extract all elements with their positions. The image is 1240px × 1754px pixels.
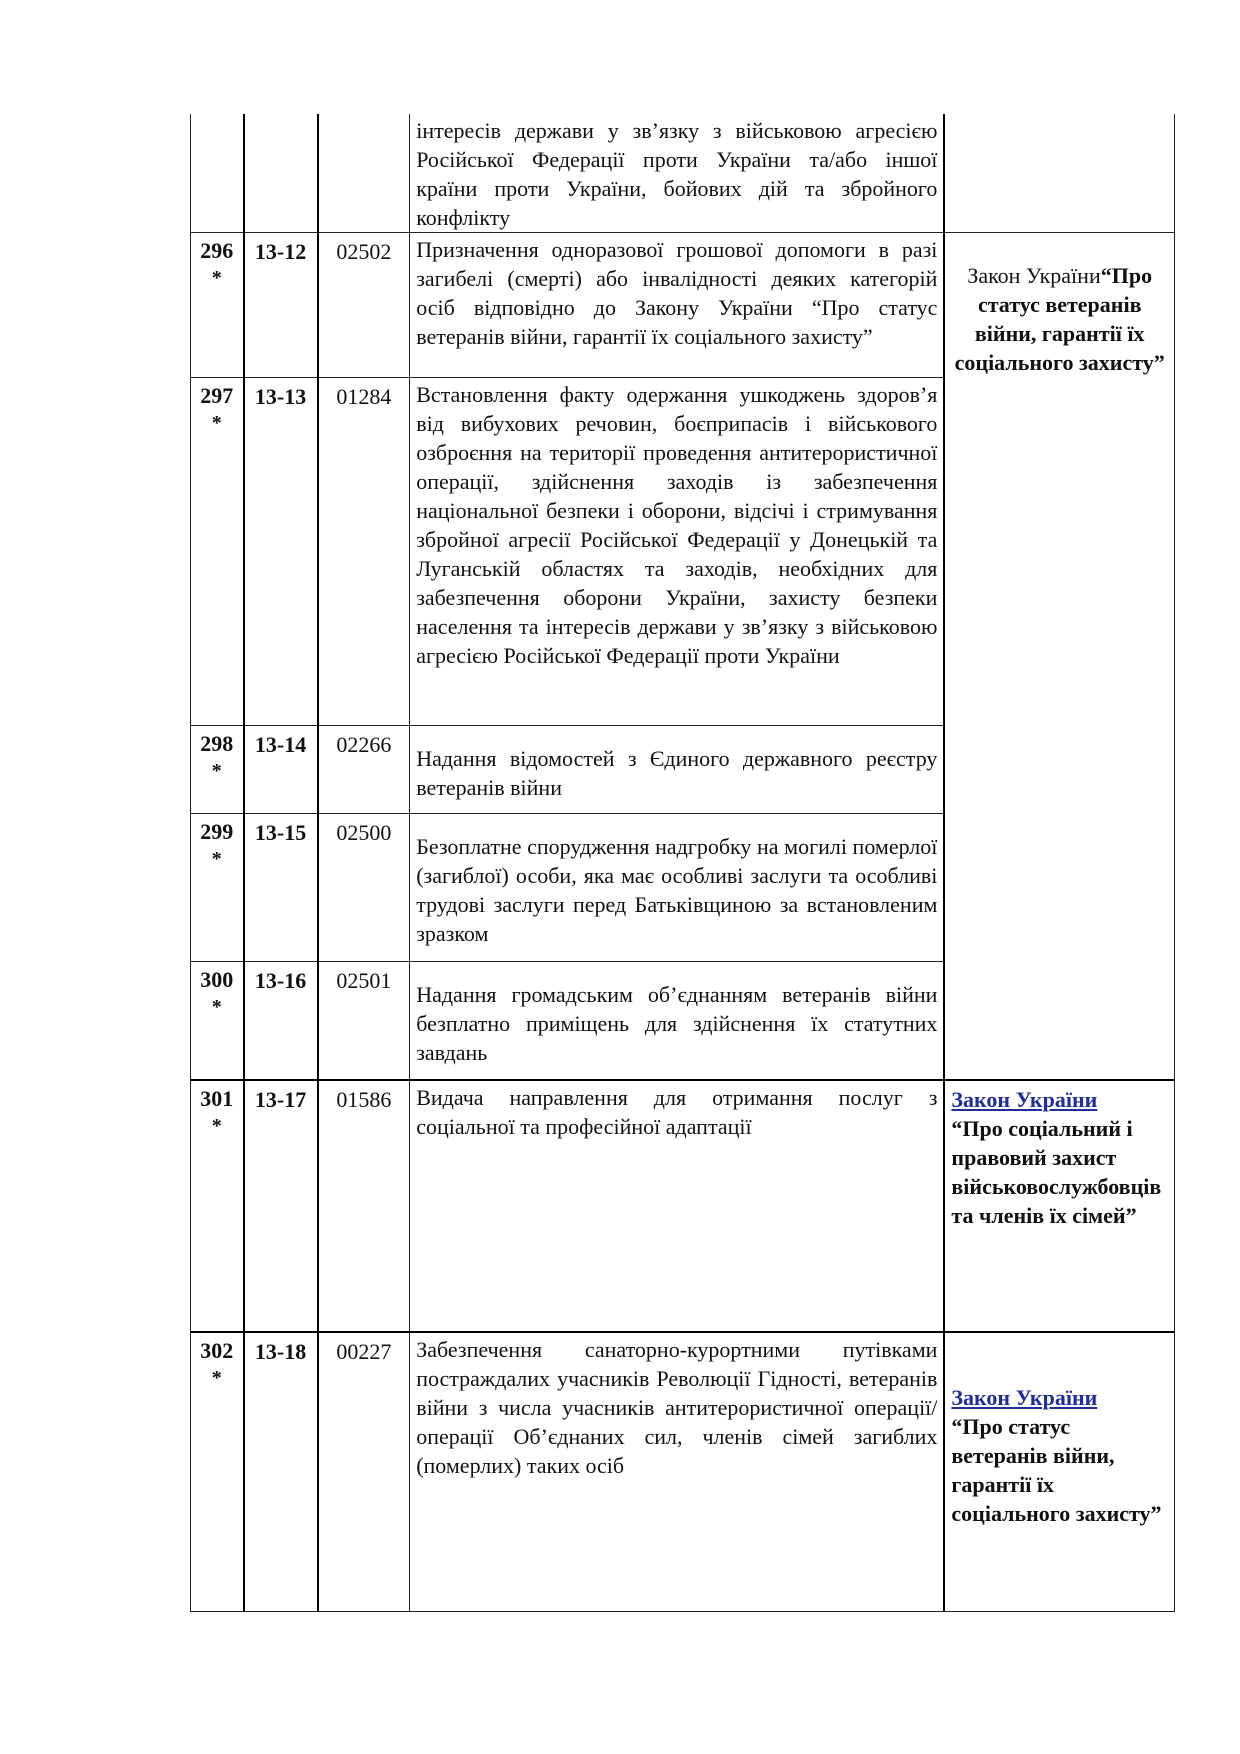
law-link[interactable]: Закон України (951, 1384, 1098, 1410)
table-row (191, 233, 1175, 378)
row-code-cell (244, 378, 318, 726)
row-star-mark: * (211, 412, 222, 434)
row-code-cell (244, 726, 318, 814)
row-number: 301 (200, 1085, 234, 1111)
row-number: 298 (200, 731, 234, 756)
row-number-cell (191, 233, 244, 378)
row-id-cell (318, 233, 410, 378)
row-star-mark: * (211, 1114, 222, 1137)
row-id-cell (318, 962, 410, 1080)
service-text: Забезпечення санаторно-курортними путівками постраждалих учасників Революції Гідності, ветеранів війни з числа учасників антитерористичної операції/операції Об’єднаних сил, членів сімей загиблих (померлих) таких осіб (416, 1336, 938, 1478)
service-text: Видача направлення для отримання послуг з соціальної та професійної адаптації (416, 1084, 938, 1139)
service-cell (410, 114, 945, 233)
row-id: 00227 (336, 1338, 392, 1364)
row-code: 13-13 (254, 384, 307, 409)
row-id: 02501 (336, 968, 392, 993)
row-number: 299 (200, 819, 234, 844)
service-text: Призначення одноразової грошової допомоги в разі загибелі (смерті) або інвалідності деяких категорій осіб відповідно до Закону України “Про статус ветеранів війни, гарантії їх соціального захисту” (416, 237, 938, 349)
table-row (191, 114, 1175, 233)
row-id: 02266 (336, 732, 392, 757)
row-id-cell (318, 726, 410, 814)
row-star-mark: * (211, 848, 222, 870)
law-prefix: Закон України (967, 263, 1101, 288)
row-star-mark: * (211, 996, 222, 1018)
row-code-cell (244, 962, 318, 1080)
row-id: 02502 (336, 239, 392, 264)
service-cell (410, 1080, 945, 1332)
row-code: 13-18 (254, 1338, 307, 1364)
row-code: 13-12 (254, 239, 307, 264)
service-text: інтересів держави у зв’язку з військовою агресією Російської Федерації проти України та/або іншої країни проти України, бойових дій та збройного конфлікту (416, 118, 938, 230)
row-number-cell (191, 1080, 244, 1332)
row-star-mark: * (211, 267, 222, 289)
row-code-cell (244, 814, 318, 962)
row-star-mark: * (211, 760, 222, 782)
row-id: 01284 (336, 384, 392, 409)
law-title: “Про соціальний і правовий захист військовослужбовців та членів їх сімей” (951, 1115, 1162, 1228)
row-code-cell (244, 233, 318, 378)
table-row (191, 1332, 1175, 1612)
law-reference (951, 1333, 1168, 1528)
law-reference (951, 233, 1168, 377)
service-text: Безоплатне спорудження надгробку на могилі померлої (загиблої) особи, яка має особливі заслуги та особливі трудові заслуги перед Батьківщиною за встановленим зразком (416, 834, 938, 946)
law-cell-veterans-2 (944, 1332, 1174, 1612)
row-id-cell (318, 114, 410, 233)
law-title: “Про статус ветеранів війни, гарантії їх соціального захисту” (951, 1413, 1162, 1526)
service-cell (410, 726, 945, 814)
law-link[interactable]: Закон України (951, 1086, 1098, 1112)
services-table (190, 114, 1175, 1612)
row-number: 296 (200, 238, 234, 263)
table-row (191, 1080, 1175, 1332)
row-id-cell (318, 378, 410, 726)
row-number: 302 (200, 1337, 234, 1363)
row-code-cell (244, 1332, 318, 1612)
law-title: “Про статус ветеранів війни, гарантії їх соціального захисту” (954, 263, 1165, 375)
row-id-cell (318, 814, 410, 962)
row-id: 01586 (336, 1086, 392, 1112)
service-text: Надання відомостей з Єдиного державного реєстру ветеранів війни (416, 746, 938, 800)
service-cell (410, 814, 945, 962)
row-id: 02500 (336, 820, 392, 845)
service-cell (410, 962, 945, 1080)
row-code: 13-16 (254, 968, 307, 993)
service-cell (410, 378, 945, 726)
law-cell-military (944, 1080, 1174, 1332)
row-number-cell (191, 726, 244, 814)
row-code-cell (244, 1080, 318, 1332)
row-number-cell (191, 814, 244, 962)
service-cell (410, 1332, 945, 1612)
law-reference (951, 1081, 1168, 1230)
row-star-mark: * (211, 1366, 222, 1389)
row-code: 13-17 (254, 1086, 307, 1112)
row-id-cell (318, 1332, 410, 1612)
service-cell (410, 233, 945, 378)
row-number: 300 (200, 967, 234, 992)
row-number-cell (191, 962, 244, 1080)
row-number: 297 (200, 383, 234, 408)
row-code: 13-14 (254, 732, 307, 757)
row-number-cell (191, 378, 244, 726)
row-number-cell (191, 114, 244, 233)
law-cell-veterans (944, 233, 1174, 1080)
row-number-cell (191, 1332, 244, 1612)
service-text: Надання громадським об’єднанням ветеранів війни безплатно приміщень для здійснення їх статутних завдань (416, 982, 938, 1065)
row-code-cell (244, 114, 318, 233)
law-cell (944, 114, 1174, 233)
service-text: Встановлення факту одержання ушкоджень здоров’я від вибухових речовин, боєприпасів і військового озброєння на території проведення антитерористичної операції, здійснення заходів із забезпечення національної безпеки і оборони, відсічі і стримування збройної агресії Російської Федерації у Донецькій та Луганській областях та заходів, необхідних для забезпечення оборони України, захисту безпеки населення та інтересів держави у зв’язку з військовою агресією Російської Федерації проти України (416, 382, 938, 668)
row-code: 13-15 (254, 820, 307, 845)
row-id-cell (318, 1080, 410, 1332)
